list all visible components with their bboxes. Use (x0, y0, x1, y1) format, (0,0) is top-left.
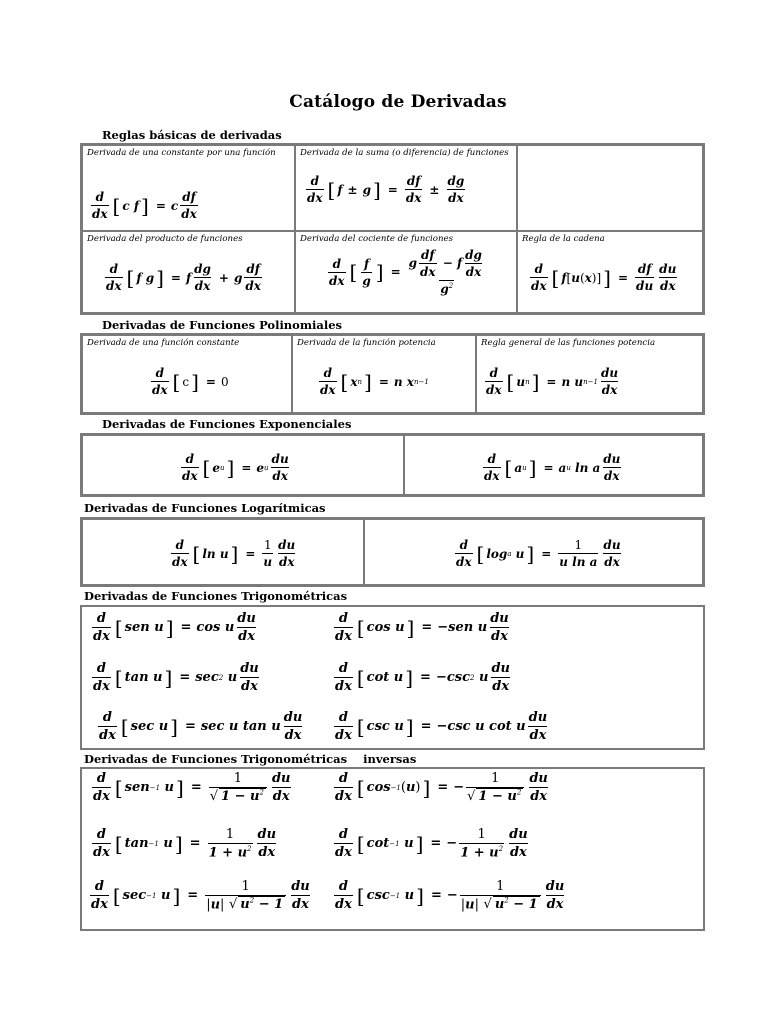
section-inverse-trig: Derivadas de Funciones Trigonométricas inversas (84, 752, 417, 766)
formula-product-rule: d dx [ f g ] = f $\frac{dg}{dx}$ + g $\frac{df}{dx}$ (106, 262, 261, 293)
exponential-table (80, 433, 705, 497)
formula-sec: d dx [ sec u ] = sec u tan u $\frac{du}{dx}$ (99, 710, 303, 743)
formula-constant-rule: d dx [ c f ] = c $\frac{df}{dx}$ (92, 190, 197, 221)
formula-exp-a: d dx [ a u ] = a u ln a du dx (484, 452, 621, 483)
formula-cos: d dx [ cos u ] = −sen u $\frac{du}{dx}$ (335, 611, 509, 644)
formula-arccos: d dx [ cos −1 ( u ) ] = − $\frac{1}{√ 1 - u^2}$ du dx (335, 771, 548, 805)
cell-empty (517, 145, 703, 231)
cell-chain-rule (517, 231, 703, 313)
formula-arccsc: d dx [ csc −1 u ] = − $\frac{1}{|u| √ u^2 - 1}$ du dx (335, 879, 565, 913)
formula-general-power: d dx [ u n ] = n u n−1 du dx (486, 366, 619, 397)
label-constant-function: Derivada de una función constante (87, 338, 240, 348)
label-constant-rule: Derivada de una constante por una función (87, 148, 276, 158)
label-chain-rule: Regla de la cadena (522, 234, 605, 244)
cell-exp-e (82, 435, 404, 495)
label-sum-rule: Derivada de la suma (o diferencia) de funciones (300, 148, 509, 158)
label-product-rule: Derivada del producto de funciones (87, 234, 243, 244)
formula-sum-rule: d dx [ f ± g ] = $\frac{df}{dx}$ ± $\frac{dg}{dx}$ (307, 174, 465, 205)
formula-sin: d dx [ sen u ] = cos u $\frac{du}{dx}$ (93, 611, 256, 644)
label-power-function: Derivada de la función potencia (297, 338, 436, 348)
formula-arcsin: d dx [ sen −1 u ] = $\frac{1}{√ 1 - u^2}$ du dx (93, 771, 291, 805)
formula-arcsec: d dx [ sec −1 u ] = $\frac{1}{|u| √ u^2 - 1}$ du dx (91, 879, 310, 913)
cell-product-rule (82, 231, 295, 313)
section-trig: Derivadas de Funciones Trigonométricas (84, 589, 348, 603)
formula-csc: d dx [ csc u ] = −csc u cot u $\frac{du}{dx}$ (335, 710, 548, 743)
label-quotient-rule: Derivada del cociente de funciones (300, 234, 454, 244)
polynomial-table (80, 333, 705, 415)
cell-power-function (292, 335, 476, 413)
cell-loga (364, 519, 703, 585)
section-polynomial: Derivadas de Funciones Polinomiales (102, 318, 342, 332)
cell-exp-a (404, 435, 703, 495)
cell-constant-function (82, 335, 292, 413)
formula-cot: d dx [ cot u ] = −csc 2 u du dx (335, 661, 510, 694)
section-exponential: Derivadas de Funciones Exponenciales (102, 417, 352, 431)
logarithmic-table (80, 517, 705, 587)
cell-constant-rule (82, 145, 295, 231)
section-logarithmic: Derivadas de Funciones Logarítmicas (84, 501, 326, 515)
inverse-trig-table (80, 767, 705, 931)
cell-sum-rule (295, 145, 517, 231)
formula-arccot: d dx [ cot −1 u ] = − $\frac{1}{1 + u^2}$ du dx (335, 827, 528, 861)
formula-arctan: d dx [ tan −1 u ] = $\frac{1}{1 + u^2}$ du dx (93, 827, 277, 861)
section-basic-rules: Reglas básicas de derivadas (102, 128, 282, 142)
page-title: Catálogo de Derivadas (289, 92, 507, 112)
formula-quotient-rule: d dx [ f g ] = g $\frac{df}{dx}$ − f $\frac{dg}{dx}$ $g^2$ (329, 248, 482, 296)
formula-ln: d dx [ ln u ] = $\frac{1}{u}$ du dx (172, 538, 296, 569)
cell-quotient-rule (295, 231, 517, 313)
basic-rules-table (80, 143, 705, 315)
cell-ln (82, 519, 364, 585)
formula-exp-e: d dx [ e u ] = e u du dx (182, 452, 289, 483)
formula-constant-function: d dx [ c ] = 0 (152, 366, 229, 397)
formula-tan: d dx [ tan u ] = sec 2 u du dx (93, 661, 259, 694)
cell-general-power (476, 335, 703, 413)
trig-table (80, 605, 705, 750)
formula-chain-rule: d dx [ f [ u ( x )] ] = $\frac{df}{du}$ du dx (531, 262, 677, 293)
formula-loga: d dx [ log a u ] = $\frac{1}{\text{u ln a}}$ du dx (456, 538, 621, 569)
label-general-power: Regla general de las funciones potencia (481, 338, 656, 348)
formula-power-function: d dx [ x n ] = n x n−1 (320, 366, 429, 397)
